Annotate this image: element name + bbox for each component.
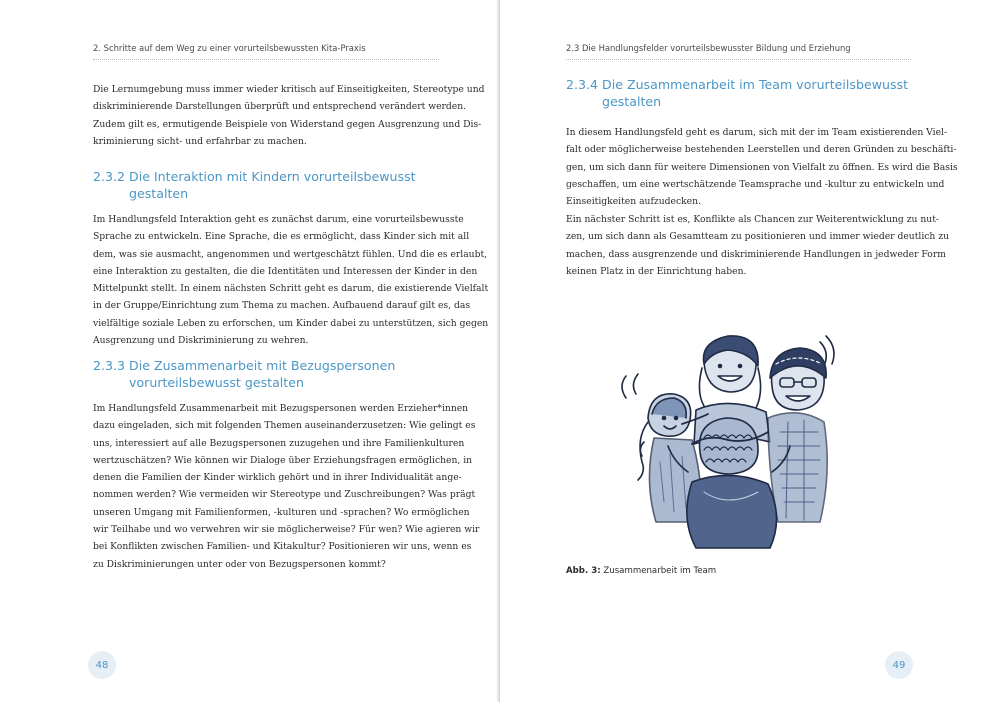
section-title: vorurteilsbewusst gestalten bbox=[129, 375, 304, 390]
text-line: wertzuschätzen? Wie können wir Dialoge über Erziehungsfragen ermöglichen, in bbox=[93, 454, 473, 466]
paragraph-2-3-2 bbox=[93, 211, 489, 349]
text-line: Zudem gilt es, ermutigende Beispiele von Widerstand gegen Ausgrenzung und Dis- bbox=[93, 118, 482, 130]
motion-mark bbox=[622, 376, 626, 398]
paragraph-2-3-4-b bbox=[566, 211, 950, 280]
text-line: zen, um sich dann als Gesamtteam zu positionieren und immer wieder deutlich zu bbox=[566, 231, 950, 243]
text-line: keinen Platz in der Einrichtung haben. bbox=[566, 265, 747, 277]
text-line: Im Handlungsfeld Interaktion geht es zunächst darum, eine vorurteilsbewusste bbox=[93, 214, 464, 225]
text-line: Die Lernumgebung muss immer wieder kritisch auf Einseitigkeiten, Stereotype und bbox=[93, 84, 485, 95]
section-number: 2.3.3 bbox=[93, 358, 126, 373]
text-line: Ausgrenzung und Diskriminierung zu wehren. bbox=[93, 335, 309, 347]
section-title: Die Interaktion mit Kindern vorurteilsbewusst bbox=[129, 169, 416, 184]
text-line: geschaffen, um eine wertschätzende Teamsprache und -kultur zu entwickeln und bbox=[566, 178, 945, 190]
text-line: zu Diskriminierungen unter oder von Bezugspersonen kommt? bbox=[93, 558, 386, 570]
text-line: gen, um sich dann für weitere Dimensionen von Vielfalt zu öffnen. Es wird die Basis bbox=[566, 161, 958, 173]
paragraph-2-3-4-a bbox=[566, 124, 958, 210]
text-line: diskriminierende Darstellungen überprüft und entsprechend verändert werden. bbox=[93, 101, 467, 113]
section-title: gestalten bbox=[602, 94, 662, 109]
header-divider bbox=[566, 59, 911, 60]
text-line: denen die Familien der Kinder wirklich gehört und in ihrer Individualität ange- bbox=[93, 472, 462, 484]
text-line: uns, interessiert auf alle Bezugspersonen zuzugehen und ihre Familienkulturen bbox=[93, 437, 465, 449]
text-line: falt oder möglicherweise bestehenden Leerstellen und deren Gründen zu beschäfti- bbox=[566, 144, 957, 156]
text-line: Sprache zu entwickeln. Eine Sprache, die es ermöglicht, dass Kinder sich mit all bbox=[93, 231, 470, 243]
page-number: 49 bbox=[885, 651, 913, 679]
motion-mark bbox=[826, 336, 834, 364]
text-line: machen, dass ausgrenzende und diskriminierende Handlungen in jedweder Form bbox=[566, 248, 946, 260]
text-line: dazu eingeladen, sich mit folgenden Themen auseinanderzusetzen: Wie gelingt es bbox=[93, 420, 476, 432]
text-line: eine Interaktion zu gestalten, die die Identitäten und Interessen der Kinder in den bbox=[93, 265, 478, 277]
section-title: Die Zusammenarbeit mit Bezugspersonen bbox=[129, 358, 396, 373]
caption-label: Abb. 3: bbox=[566, 566, 601, 576]
team-illustration bbox=[608, 322, 838, 552]
text-line: wir Teilhabe und wo verwehren wir sie möglicherweise? Für wen? Wie agieren wir bbox=[93, 524, 480, 536]
right-page bbox=[500, 0, 1000, 702]
text-line: nommen werden? Wie vermeiden wir Stereotype und Zuschreibungen? Was prägt bbox=[93, 489, 476, 501]
paragraph-2-3-3 bbox=[93, 400, 480, 573]
caption-text: Zusammenarbeit im Team bbox=[600, 566, 717, 576]
text-line: Ein nächster Schritt ist es, Konflikte als Chancen zur Weiterentwicklung zu nut- bbox=[566, 214, 940, 225]
section-title: Die Zusammenarbeit im Team vorurteilsbewusst bbox=[602, 77, 909, 92]
page-number: 48 bbox=[88, 651, 116, 679]
person-right bbox=[768, 348, 827, 522]
figure-caption bbox=[566, 566, 716, 576]
running-head: 2. Schritte auf dem Weg zu einer vorurteilsbewussten Kita-Praxis bbox=[93, 43, 366, 53]
header-divider bbox=[93, 59, 439, 60]
text-line: in der Gruppe/Einrichtung zum Thema zu machen. Aufbauend darauf gilt es, das bbox=[93, 300, 471, 312]
text-line: vielfältige soziale Leben zu erforschen, um Kinder dabei zu unterstützen, sich gegen bbox=[93, 317, 489, 329]
intro-paragraph bbox=[93, 81, 485, 150]
text-line: unseren Umgang mit Familienformen, -kulturen und -sprachen? Wo ermöglichen bbox=[93, 506, 470, 518]
text-line: Einseitigkeiten aufzudecken. bbox=[566, 196, 701, 208]
text-line: In diesem Handlungsfeld geht es darum, sich mit der im Team existierenden Viel- bbox=[566, 127, 948, 138]
text-line: bei Konflikten zwischen Familien- und Kitakultur? Positionieren wir uns, wenn es bbox=[93, 541, 472, 553]
text-line: kriminierung sicht- und erfahrbar zu machen. bbox=[93, 135, 307, 147]
running-head: 2.3 Die Handlungsfelder vorurteilsbewusster Bildung und Erziehung bbox=[566, 43, 851, 53]
section-number: 2.3.4 bbox=[566, 77, 599, 92]
motion-mark bbox=[633, 374, 638, 394]
text-line: Mittelpunkt stellt. In einem nächsten Schritt geht es darum, die existierende Vielfalt bbox=[93, 283, 489, 295]
text-line: dem, was sie ausmacht, angenommen und wertgeschätzt fühlen. Und die es erlaubt, bbox=[93, 248, 488, 260]
text-line: Im Handlungsfeld Zusammenarbeit mit Bezugspersonen werden Erzieher*innen bbox=[93, 403, 469, 414]
section-number: 2.3.2 bbox=[93, 169, 126, 184]
section-title: gestalten bbox=[129, 186, 189, 201]
